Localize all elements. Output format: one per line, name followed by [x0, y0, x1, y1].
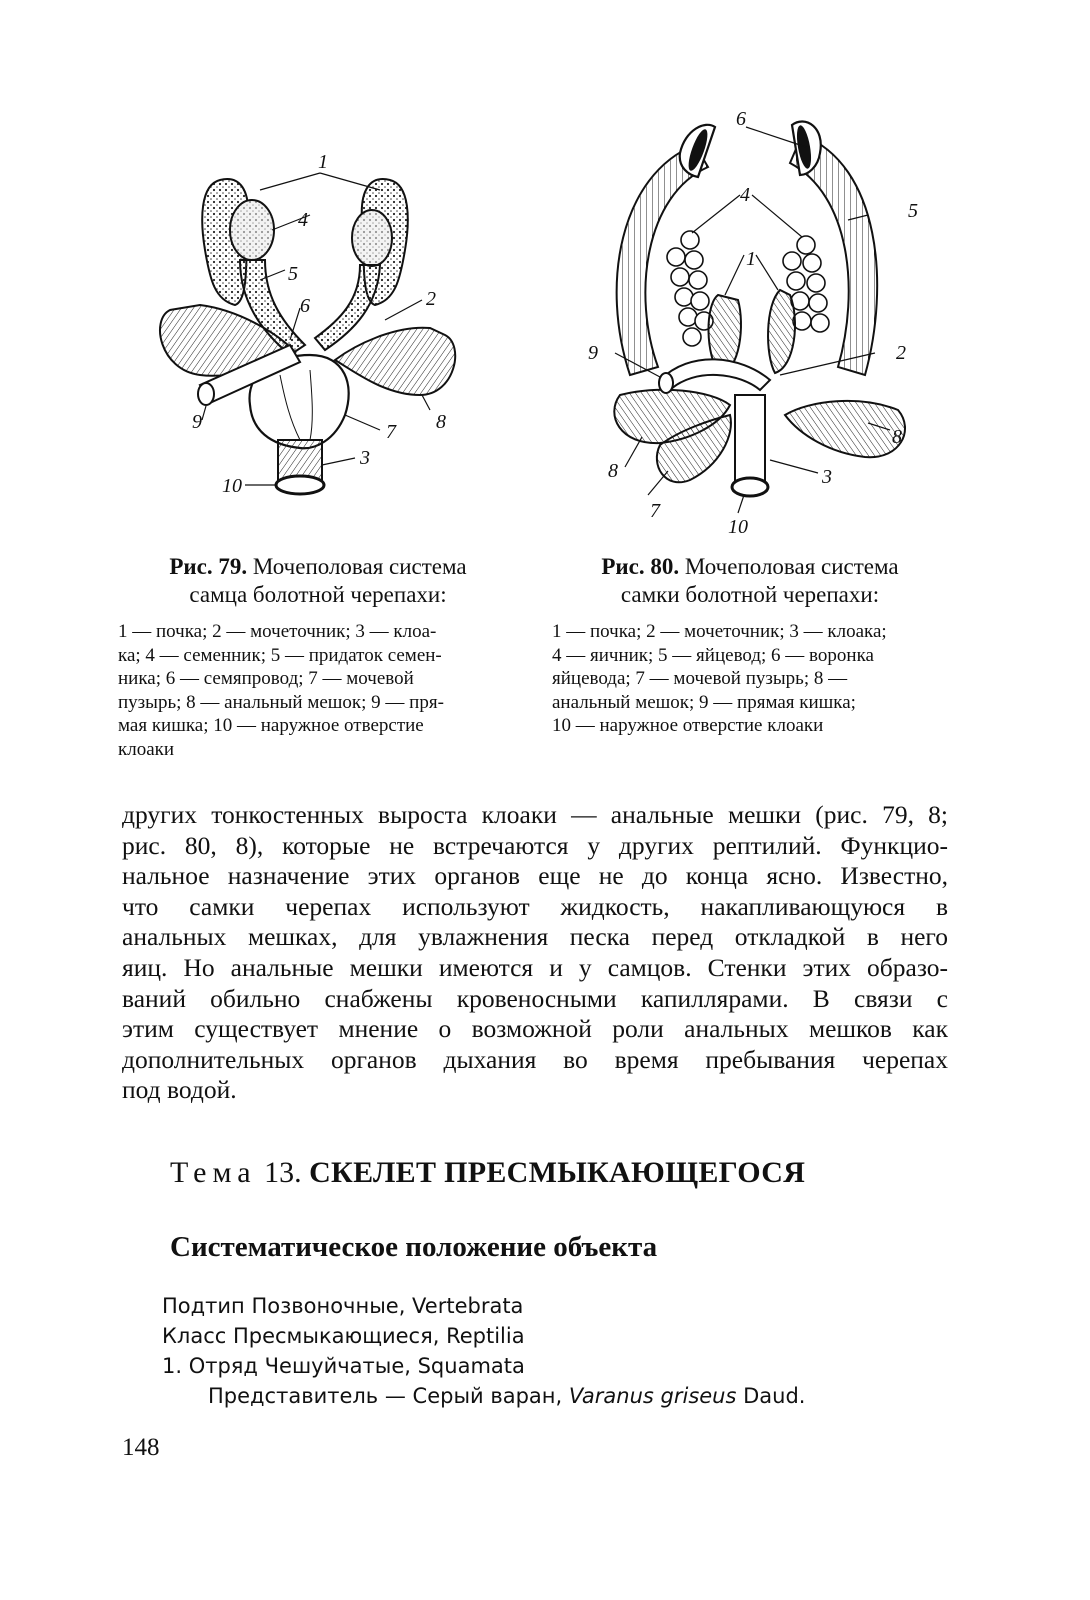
fig79-label-4: 4	[298, 209, 308, 231]
fig79-label-3: 3	[360, 447, 370, 469]
ovary-left	[667, 231, 713, 346]
fig79-label-10: 10	[222, 475, 242, 497]
representative-prefix: Представитель — Серый варан,	[208, 1384, 569, 1408]
paragraph-line: яиц. Но анальные мешки имеются и у самцов. Стенки этих образо-	[122, 952, 948, 982]
paragraph-line: ваний обильно снабжены кровеносными капиллярами. В связи с	[122, 983, 948, 1013]
paragraph-line: дополнительных органов дыхания во время пребывания черепах	[122, 1044, 948, 1074]
taxonomy-representative	[208, 1382, 805, 1410]
anal-sac-right	[335, 328, 455, 395]
figure-80-number: Рис. 80.	[601, 554, 680, 579]
fig80-label-2: 2	[896, 342, 906, 364]
fig80-label-9: 9	[588, 342, 598, 364]
legend-line: ка; 4 — семенник; 5 — придаток семен-	[118, 644, 442, 666]
topic-title: СКЕЛЕТ ПРЕСМЫКАЮЩЕГОСЯ	[309, 1156, 806, 1189]
legend-line: мая кишка; 10 — наружное отверстие	[118, 715, 424, 736]
figure-80-title-line2: самки болотной черепахи:	[620, 582, 880, 607]
figure-79-title-line2: самца болотной черепахи:	[189, 582, 447, 607]
fig79-label-6: 6	[300, 295, 310, 317]
legend-line: 1 — почка; 2 — мочеточник; 3 — клоака;	[552, 621, 887, 642]
legend-line: 1 — почка; 2 — мочеточник; 3 — клоа-	[118, 621, 437, 642]
legend-line: клоаки	[118, 738, 175, 760]
topic-heading	[170, 1155, 805, 1191]
fig80-label-3: 3	[822, 466, 832, 488]
legend-line: ника; 6 — семяпровод; 7 — мочевой	[118, 668, 414, 689]
fig80-label-4: 4	[740, 184, 750, 206]
page-number: 148	[122, 1434, 160, 1461]
paragraph-line: других тонкостенных выроста клоаки — анальные мешки (рис. 79, 8;	[122, 800, 948, 829]
legend-line: 4 — яичник; 5 — яйцевод; 6 — воронка	[552, 644, 874, 666]
paragraph-line: под водой.	[122, 1075, 237, 1105]
body-paragraph	[122, 800, 948, 1106]
paragraph-line: анальных мешках, для увлажнения песка перед откладкой в него	[122, 922, 948, 952]
taxonomy-class: Класс Пресмыкающиеся, Reptilia	[162, 1324, 525, 1348]
legend-line: яйцевода; 7 — мочевой пузырь; 8 —	[552, 668, 848, 689]
paragraph-line: что самки черепах используют жидкость, накапливающуюся в	[122, 891, 948, 921]
fig80-label-8-left: 8	[608, 460, 618, 482]
fig79-label-2: 2	[426, 288, 436, 310]
paragraph-line: нальное назначение этих органов еще не до конца ясно. Известно,	[122, 861, 948, 891]
fig79-label-1: 1	[318, 151, 328, 173]
fig80-label-8-right: 8	[892, 426, 902, 448]
representative-latin-name: Varanus griseus	[568, 1384, 737, 1408]
fig79-label-5: 5	[288, 263, 298, 285]
topic-number: 13.	[256, 1156, 310, 1189]
section-subheading: Систематическое положение объекта	[170, 1231, 658, 1263]
fig79-label-8: 8	[436, 411, 446, 433]
fig80-label-1: 1	[746, 248, 756, 270]
figure-80-caption-title	[550, 553, 950, 609]
legend-line: пузырь; 8 — анальный мешок; 9 — пря-	[118, 691, 444, 713]
topic-prefix: Тема	[170, 1156, 257, 1189]
fig80-label-5: 5	[908, 200, 918, 222]
figure-79-title: Мочеполовая система	[247, 554, 467, 579]
fig79-label-9: 9	[192, 411, 202, 433]
legend-line: анальный мешок; 9 — прямая кишка;	[552, 691, 856, 713]
figure-80-title: Мочеполовая система	[679, 554, 899, 579]
paragraph-line: этим существует мнение о возможной роли анальных мешков как	[122, 1014, 948, 1044]
fig80-label-10: 10	[728, 516, 748, 538]
figure-79-caption-title	[118, 553, 518, 609]
fig79-label-7: 7	[386, 421, 396, 443]
taxonomy-subphylum: Подтип Позвоночные, Vertebrata	[162, 1294, 524, 1318]
figure-79-legend	[118, 620, 518, 761]
fig80-label-7: 7	[650, 500, 660, 522]
fig80-label-6: 6	[736, 108, 746, 130]
figure-80-illustration	[580, 105, 940, 545]
figure-80-legend	[552, 620, 950, 738]
figure-79-illustration	[140, 140, 470, 510]
representative-author: Daud.	[736, 1384, 806, 1408]
paragraph-line: рис. 80, 8), которые не встречаются у других рептилий. Функцио-	[122, 830, 948, 860]
figure-79-number: Рис. 79.	[169, 554, 248, 579]
taxonomy-order: 1. Отряд Чешуйчатые, Squamata	[162, 1354, 525, 1378]
legend-line: 10 — наружное отверстие клоаки	[552, 715, 824, 736]
